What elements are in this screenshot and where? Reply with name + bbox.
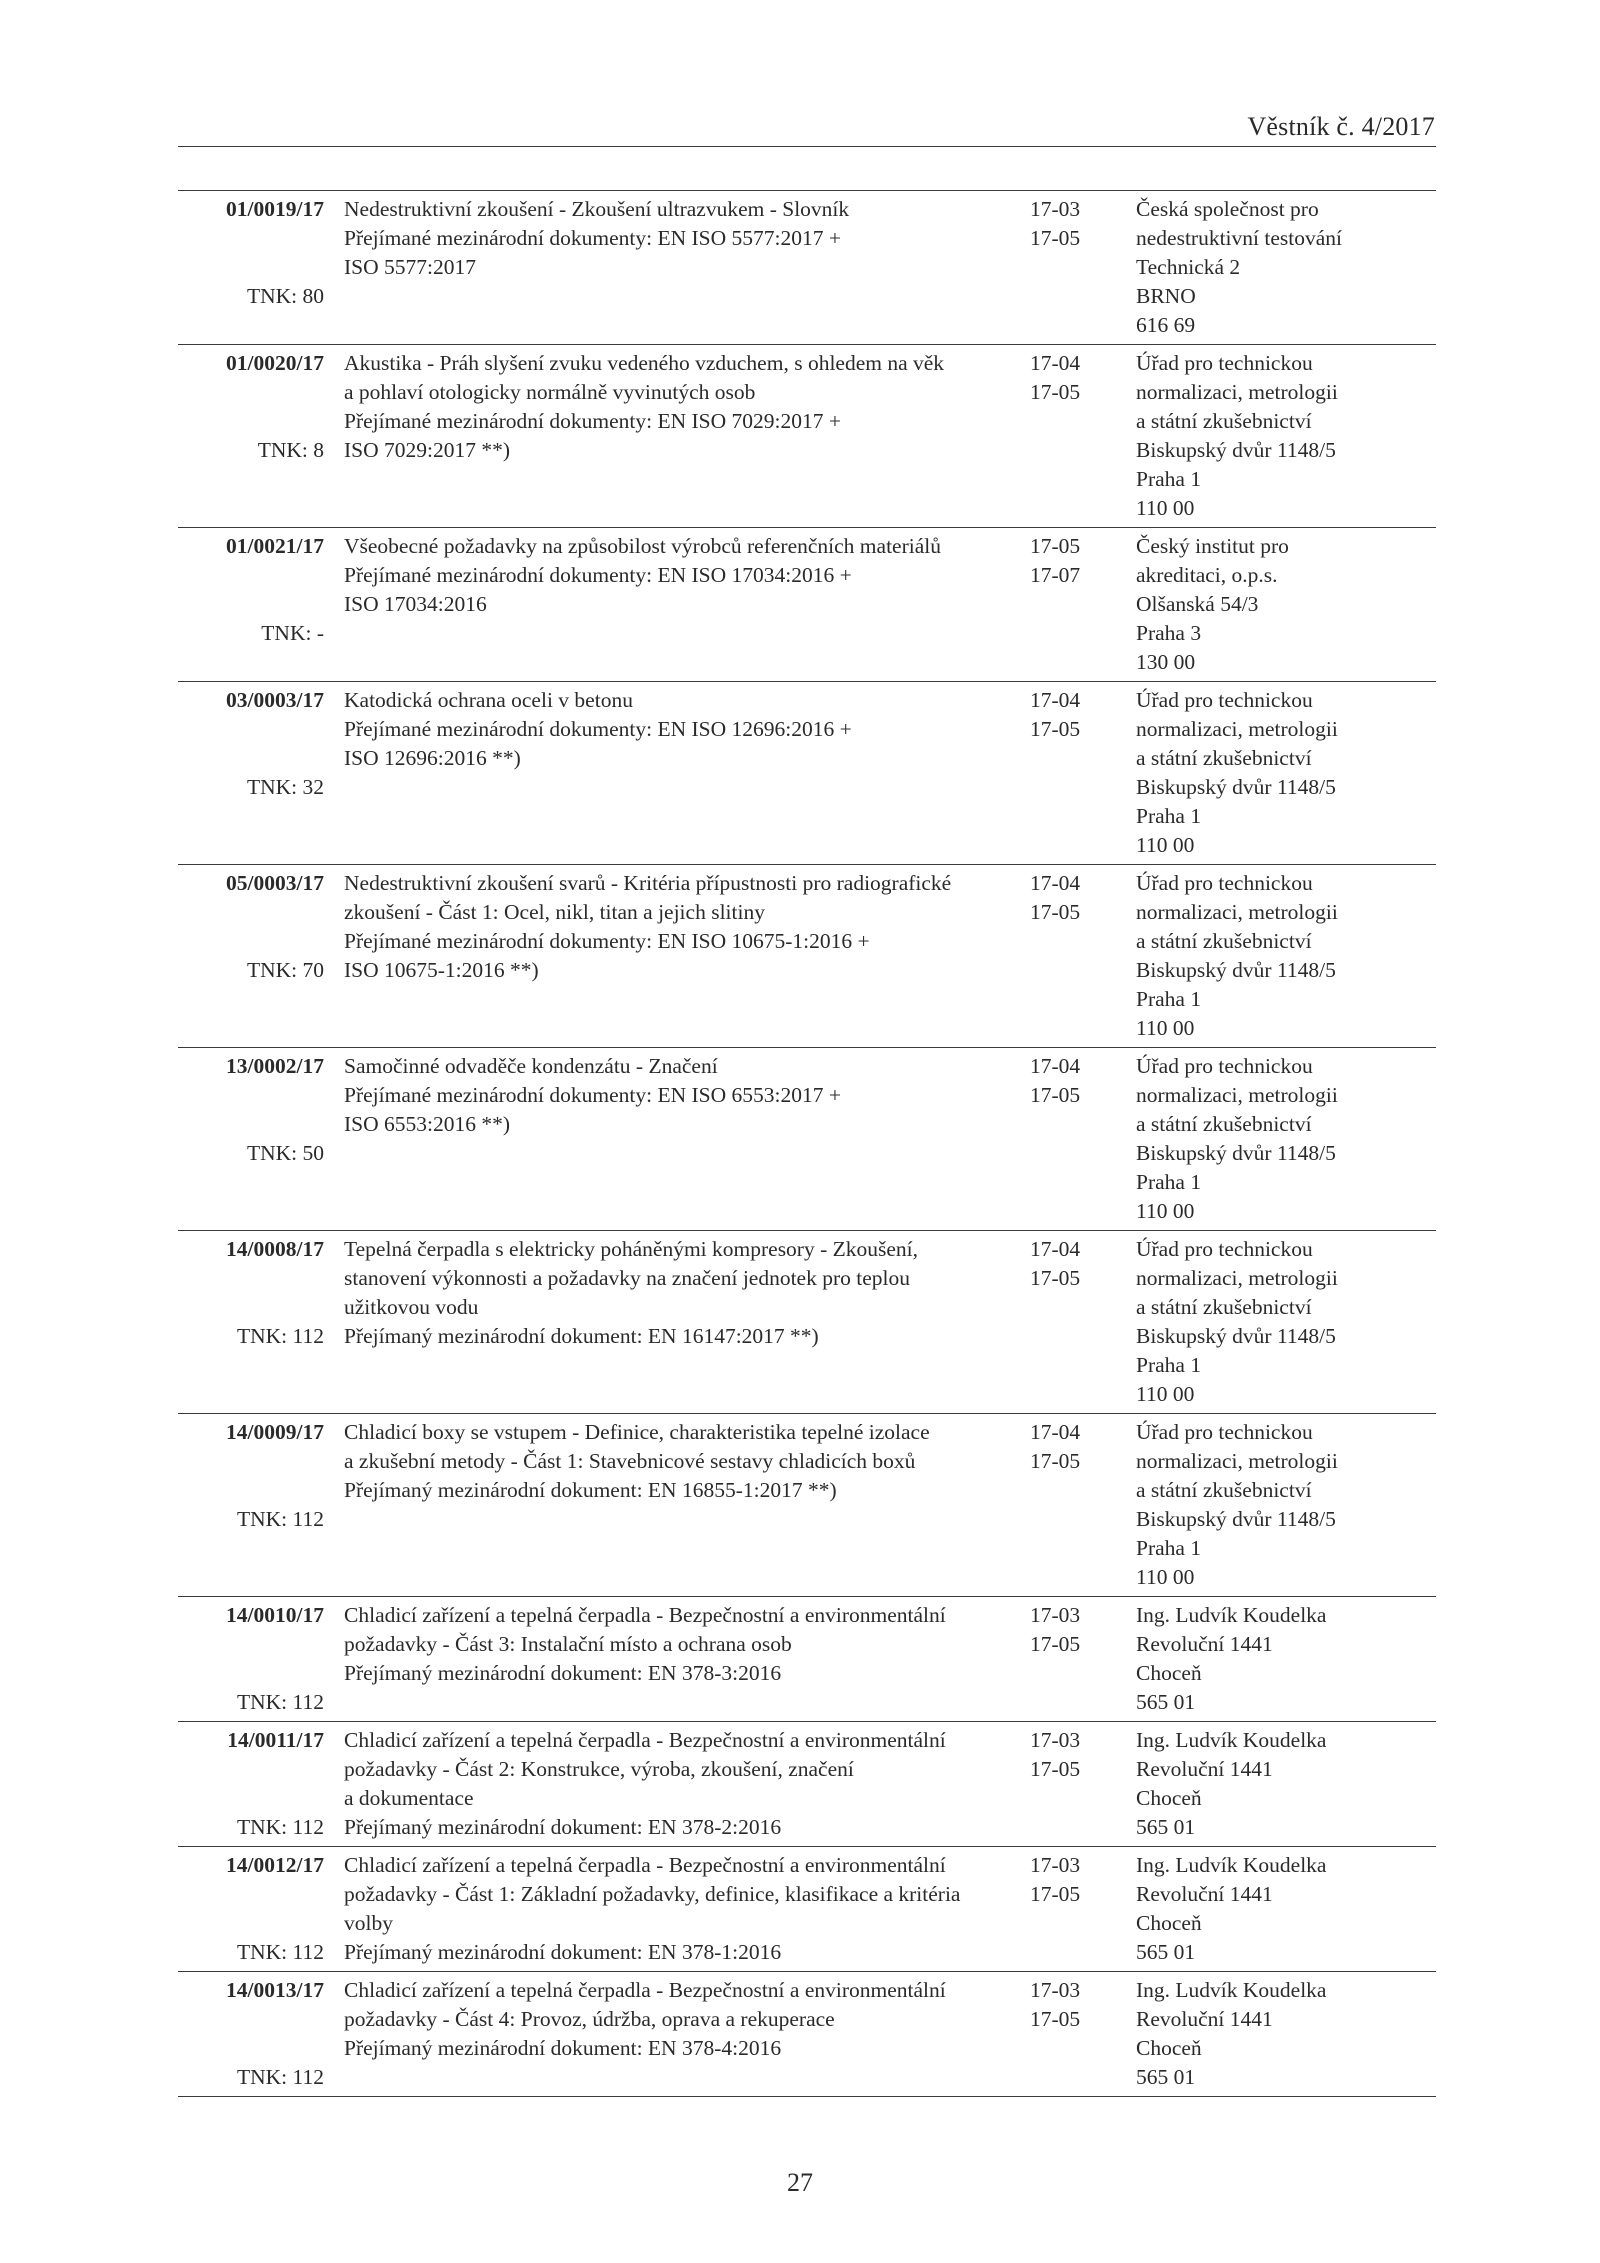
entry-date-code: 17-04	[1030, 1420, 1081, 1444]
entry-id-wrap	[178, 349, 324, 465]
entry-dates-cell	[1022, 1597, 1126, 1722]
entry-address-line: a státní zkušebnictví	[1136, 929, 1312, 953]
entry-processor-address-cell	[1126, 1597, 1436, 1722]
entry-id-wrap	[178, 1601, 324, 1717]
tnk-label: TNK: 112	[237, 2065, 324, 2089]
entry-dates-cell	[1022, 865, 1126, 1048]
entry-title-line: požadavky - Část 2: Konstrukce, výroba, zkoušení, značení	[344, 1757, 854, 1781]
entry-title-line: Akustika - Práh slyšení zvuku vedeného vzduchem, s ohledem na věk	[344, 351, 945, 375]
register-entry-row	[178, 1231, 1436, 1414]
entry-title-line: Přejímaný mezinárodní dokument: EN 378-3:2016	[344, 1661, 782, 1685]
entry-date-code: 17-05	[1030, 1632, 1081, 1656]
entry-address-line: 110 00	[1136, 1382, 1195, 1406]
entry-address-line: Úřad pro technickou	[1136, 351, 1313, 375]
entry-address-line: 565 01	[1136, 1690, 1196, 1714]
entry-dates-cell	[1022, 345, 1126, 528]
entry-address-line: Český institut pro	[1136, 534, 1289, 558]
register-entry-row	[178, 345, 1436, 528]
entry-title-line: Chladicí zařízení a tepelná čerpadla - Bezpečnostní a environmentální	[344, 1853, 946, 1877]
entry-number: 13/0002/17	[226, 1054, 324, 1078]
entry-title-line: Přejímaný mezinárodní dokument: EN 378-2:2016	[344, 1815, 782, 1839]
entry-number: 14/0009/17	[226, 1420, 324, 1444]
entry-id-wrap	[178, 869, 324, 985]
entry-id-cell	[178, 682, 324, 865]
entry-date-code: 17-03	[1030, 1603, 1081, 1627]
header-divider	[178, 146, 1436, 147]
tnk-label: TNK: 112	[237, 1690, 324, 1714]
entry-title-cell	[324, 345, 1022, 528]
entry-id-wrap	[178, 1726, 324, 1842]
entry-date-code: 17-05	[1030, 1083, 1081, 1107]
tnk-label: TNK: 8	[257, 438, 324, 462]
entry-date-code: 17-05	[1030, 1449, 1081, 1473]
entry-id-cell	[178, 1847, 324, 1972]
entry-id-cell	[178, 191, 324, 345]
entry-address-line: Praha 1	[1136, 467, 1202, 491]
entry-address-line: Úřad pro technickou	[1136, 1054, 1313, 1078]
entry-processor-address-cell	[1126, 682, 1436, 865]
entry-number: 05/0003/17	[226, 871, 324, 895]
entry-date-code: 17-04	[1030, 688, 1081, 712]
entry-address-line: 565 01	[1136, 1815, 1196, 1839]
entry-processor-address-cell	[1126, 528, 1436, 682]
entry-title-cell	[324, 528, 1022, 682]
entry-processor-address-cell	[1126, 1414, 1436, 1597]
entry-dates-cell	[1022, 1972, 1126, 2097]
entry-title-line: stanovení výkonnosti a požadavky na značení jednotek pro teplou	[344, 1266, 911, 1290]
entry-dates-cell	[1022, 1414, 1126, 1597]
register-entry-row	[178, 1597, 1436, 1722]
entry-address-line: Ing. Ludvík Koudelka	[1136, 1728, 1327, 1752]
entry-number: 14/0012/17	[226, 1853, 324, 1877]
entry-address-line: normalizaci, metrologii	[1136, 717, 1338, 741]
entry-address-line: Ing. Ludvík Koudelka	[1136, 1603, 1327, 1627]
entry-title-line: Přejímané mezinárodní dokumenty: EN ISO 6553:2017 +	[344, 1083, 841, 1107]
entry-number: 01/0019/17	[226, 197, 324, 221]
tnk-label: TNK: 50	[246, 1141, 324, 1165]
entry-address-line: 110 00	[1136, 496, 1195, 520]
register-entry-row	[178, 528, 1436, 682]
entry-id-wrap	[178, 532, 324, 648]
entry-title-cell	[324, 1048, 1022, 1231]
register-entry-row	[178, 682, 1436, 865]
entry-date-code: 17-07	[1030, 563, 1081, 587]
journal-issue-title: Věstník č. 4/2017	[1247, 112, 1435, 141]
entry-address-line: Praha 1	[1136, 1170, 1202, 1194]
entry-address-line: Biskupský dvůr 1148/5	[1136, 438, 1336, 462]
entry-number: 03/0003/17	[226, 688, 324, 712]
entry-number: 14/0010/17	[226, 1603, 324, 1627]
entry-address-line: Praha 1	[1136, 804, 1202, 828]
entry-address-line: Biskupský dvůr 1148/5	[1136, 1507, 1336, 1531]
entry-id-cell	[178, 1597, 324, 1722]
entry-address-line: Revoluční 1441	[1136, 1882, 1273, 1906]
entry-id-cell	[178, 528, 324, 682]
entry-address-line: akreditaci, o.p.s.	[1136, 563, 1278, 587]
entry-id-cell	[178, 345, 324, 528]
entry-number: 14/0011/17	[227, 1728, 324, 1752]
entry-title-line: Tepelná čerpadla s elektricky poháněnými kompresory - Zkoušení,	[344, 1237, 919, 1261]
entry-address-line: normalizaci, metrologii	[1136, 380, 1338, 404]
entry-address-line: 565 01	[1136, 2065, 1196, 2089]
entry-number: 14/0013/17	[226, 1978, 324, 2002]
entry-id-wrap	[178, 195, 324, 311]
entry-processor-address-cell	[1126, 1847, 1436, 1972]
entry-title-cell	[324, 1847, 1022, 1972]
entry-title-line: požadavky - Část 3: Instalační místo a ochrana osob	[344, 1632, 792, 1656]
entry-address-line: Úřad pro technickou	[1136, 1420, 1313, 1444]
tnk-label: TNK: 70	[246, 958, 324, 982]
entry-date-code: 17-04	[1030, 871, 1081, 895]
entry-title-line: Chladicí zařízení a tepelná čerpadla - Bezpečnostní a environmentální	[344, 1728, 946, 1752]
entry-id-cell	[178, 1414, 324, 1597]
entry-processor-address-cell	[1126, 191, 1436, 345]
entry-date-code: 17-03	[1030, 1853, 1081, 1877]
entry-title-line: zkoušení - Část 1: Ocel, nikl, titan a jejich slitiny	[344, 900, 765, 924]
entry-title-line: ISO 12696:2016 **)	[344, 746, 521, 770]
entry-address-line: Úřad pro technickou	[1136, 688, 1313, 712]
entry-address-line: Ing. Ludvík Koudelka	[1136, 1853, 1327, 1877]
entry-id-wrap	[178, 1851, 324, 1967]
tnk-label: TNK: 112	[237, 1815, 324, 1839]
entry-title-line: Přejímaný mezinárodní dokument: EN 16855-1:2017 **)	[344, 1478, 837, 1502]
entry-address-line: normalizaci, metrologii	[1136, 1083, 1338, 1107]
entry-date-code: 17-05	[1030, 1266, 1081, 1290]
entry-title-line: ISO 17034:2016	[344, 592, 487, 616]
entry-title-line: Katodická ochrana oceli v betonu	[344, 688, 633, 712]
entry-title-line: Chladicí boxy se vstupem - Definice, charakteristika tepelné izolace	[344, 1420, 930, 1444]
entry-id-cell	[178, 1048, 324, 1231]
entry-id-wrap	[178, 1418, 324, 1534]
register-entry-row	[178, 1847, 1436, 1972]
entry-address-line: Ing. Ludvík Koudelka	[1136, 1978, 1327, 2002]
tnk-label: TNK: -	[261, 621, 324, 645]
entry-address-line: 110 00	[1136, 1565, 1195, 1589]
entry-title-line: Nedestruktivní zkoušení svarů - Kritéria přípustnosti pro radiografické	[344, 871, 952, 895]
entry-title-line: Samočinné odvaděče kondenzátu - Značení	[344, 1054, 718, 1078]
entry-address-line: Biskupský dvůr 1148/5	[1136, 775, 1336, 799]
tnk-label: TNK: 32	[246, 775, 324, 799]
entry-title-line: Přejímané mezinárodní dokumenty: EN ISO 5577:2017 +	[344, 226, 841, 250]
entry-date-code: 17-05	[1030, 900, 1081, 924]
entry-title-cell	[324, 1972, 1022, 2097]
entry-title-line: ISO 5577:2017	[344, 255, 476, 279]
entry-address-line: 130 00	[1136, 650, 1196, 674]
entry-title-cell	[324, 1722, 1022, 1847]
entry-title-line: Přejímané mezinárodní dokumenty: EN ISO 10675-1:2016 +	[344, 929, 870, 953]
entry-dates-cell	[1022, 1048, 1126, 1231]
entry-title-cell	[324, 1414, 1022, 1597]
entry-dates-cell	[1022, 1847, 1126, 1972]
entry-number: 14/0008/17	[226, 1237, 324, 1261]
entry-title-line: a dokumentace	[344, 1786, 474, 1810]
entry-address-line: Choceň	[1136, 1911, 1202, 1935]
entry-id-wrap	[178, 1052, 324, 1168]
entry-address-line: 110 00	[1136, 1199, 1195, 1223]
entry-address-line: a státní zkušebnictví	[1136, 409, 1312, 433]
entry-id-wrap	[178, 686, 324, 802]
entry-title-cell	[324, 1597, 1022, 1722]
entry-id-wrap	[178, 1235, 324, 1351]
tnk-label: TNK: 80	[246, 284, 324, 308]
entry-address-line: normalizaci, metrologii	[1136, 900, 1338, 924]
entry-number: 01/0020/17	[226, 351, 324, 375]
entry-address-line: Praha 1	[1136, 1353, 1202, 1377]
entry-title-line: Přejímané mezinárodní dokumenty: EN ISO 17034:2016 +	[344, 563, 852, 587]
entry-address-line: Biskupský dvůr 1148/5	[1136, 1141, 1336, 1165]
entry-date-code: 17-05	[1030, 534, 1081, 558]
register-entry-row	[178, 1048, 1436, 1231]
register-entry-row	[178, 1414, 1436, 1597]
entry-title-line: ISO 7029:2017 **)	[344, 438, 511, 462]
entry-title-cell	[324, 865, 1022, 1048]
entry-id-cell	[178, 1231, 324, 1414]
entry-processor-address-cell	[1126, 865, 1436, 1048]
entry-title-line: požadavky - Část 1: Základní požadavky, definice, klasifikace a kritéria	[344, 1882, 961, 1906]
entry-dates-cell	[1022, 1231, 1126, 1414]
entry-address-line: Revoluční 1441	[1136, 1632, 1273, 1656]
tnk-label: TNK: 112	[237, 1324, 324, 1348]
entry-address-line: Choceň	[1136, 2036, 1202, 2060]
entry-processor-address-cell	[1126, 1972, 1436, 2097]
entry-dates-cell	[1022, 191, 1126, 345]
entry-title-line: ISO 10675-1:2016 **)	[344, 958, 539, 982]
entry-dates-cell	[1022, 682, 1126, 865]
entry-date-code: 17-05	[1030, 226, 1081, 250]
entry-date-code: 17-03	[1030, 1728, 1081, 1752]
entry-title-line: Chladicí zařízení a tepelná čerpadla - Bezpečnostní a environmentální	[344, 1603, 946, 1627]
tnk-label: TNK: 112	[237, 1507, 324, 1531]
entry-title-line: užitkovou vodu	[344, 1295, 479, 1319]
entry-address-line: Úřad pro technickou	[1136, 1237, 1313, 1261]
entry-date-code: 17-05	[1030, 1757, 1081, 1781]
entry-address-line: Česká společnost pro	[1136, 197, 1319, 221]
entry-address-line: 565 01	[1136, 1940, 1196, 1964]
register-entry-row	[178, 865, 1436, 1048]
entry-address-line: Choceň	[1136, 1661, 1202, 1685]
entry-processor-address-cell	[1126, 345, 1436, 528]
entry-address-line: Technická 2	[1136, 255, 1241, 279]
entry-title-line: Přejímané mezinárodní dokumenty: EN ISO 12696:2016 +	[344, 717, 852, 741]
entry-processor-address-cell	[1126, 1231, 1436, 1414]
entry-title-cell	[324, 1231, 1022, 1414]
entry-address-line: Revoluční 1441	[1136, 2007, 1273, 2031]
register-body	[178, 191, 1436, 2097]
entry-date-code: 17-04	[1030, 1237, 1081, 1261]
entry-title-line: Přejímaný mezinárodní dokument: EN 16147:2017 **)	[344, 1324, 819, 1348]
page-number: 27	[787, 2168, 813, 2197]
entry-address-line: Biskupský dvůr 1148/5	[1136, 1324, 1336, 1348]
register-entry-row	[178, 191, 1436, 345]
entry-date-code: 17-03	[1030, 197, 1081, 221]
entry-address-line: Praha 1	[1136, 987, 1202, 1011]
entry-title-line: a zkušební metody - Část 1: Stavebnicové sestavy chladicích boxů	[344, 1449, 916, 1473]
entry-address-line: Revoluční 1441	[1136, 1757, 1273, 1781]
entry-id-cell	[178, 865, 324, 1048]
entry-processor-address-cell	[1126, 1722, 1436, 1847]
entry-address-line: normalizaci, metrologii	[1136, 1266, 1338, 1290]
register-entry-row	[178, 1722, 1436, 1847]
entry-date-code: 17-05	[1030, 380, 1081, 404]
entry-title-line: Nedestruktivní zkoušení - Zkoušení ultrazvukem - Slovník	[344, 197, 850, 221]
entry-title-cell	[324, 682, 1022, 865]
entry-date-code: 17-04	[1030, 351, 1081, 375]
entry-dates-cell	[1022, 528, 1126, 682]
tnk-label: TNK: 112	[237, 1940, 324, 1964]
entry-address-line: a státní zkušebnictví	[1136, 1295, 1312, 1319]
entry-address-line: 110 00	[1136, 833, 1195, 857]
entry-id-cell	[178, 1972, 324, 2097]
entry-address-line: normalizaci, metrologii	[1136, 1449, 1338, 1473]
entry-title-line: Všeobecné požadavky na způsobilost výrobců referenčních materiálů	[344, 534, 941, 558]
entry-title-line: Přejímaný mezinárodní dokument: EN 378-4:2016	[344, 2036, 782, 2060]
entry-address-line: BRNO	[1136, 284, 1196, 308]
entry-address-line: a státní zkušebnictví	[1136, 1112, 1312, 1136]
entry-id-wrap	[178, 1976, 324, 2092]
entry-address-line: Choceň	[1136, 1786, 1202, 1810]
entry-title-line: a pohlaví otologicky normálně vyvinutých osob	[344, 380, 756, 404]
entry-address-line: 110 00	[1136, 1016, 1195, 1040]
entry-address-line: a státní zkušebnictví	[1136, 1478, 1312, 1502]
entry-address-line: Úřad pro technickou	[1136, 871, 1313, 895]
entry-address-line: nedestruktivní testování	[1136, 226, 1343, 250]
entry-processor-address-cell	[1126, 1048, 1436, 1231]
entry-address-line: a státní zkušebnictví	[1136, 746, 1312, 770]
entry-title-line: Přejímaný mezinárodní dokument: EN 378-1:2016	[344, 1940, 782, 1964]
entry-title-line: ISO 6553:2016 **)	[344, 1112, 511, 1136]
entry-date-code: 17-05	[1030, 717, 1081, 741]
entry-title-line: volby	[344, 1911, 393, 1935]
entry-date-code: 17-03	[1030, 1978, 1081, 2002]
entry-number: 01/0021/17	[226, 534, 324, 558]
entry-title-line: Přejímané mezinárodní dokumenty: EN ISO 7029:2017 +	[344, 409, 841, 433]
entry-address-line: Praha 1	[1136, 1536, 1202, 1560]
entry-date-code: 17-04	[1030, 1054, 1081, 1078]
entry-address-line: Praha 3	[1136, 621, 1202, 645]
entry-address-line: 616 69	[1136, 313, 1196, 337]
entry-title-line: požadavky - Část 4: Provoz, údržba, oprava a rekuperace	[344, 2007, 835, 2031]
entry-date-code: 17-05	[1030, 1882, 1081, 1906]
entry-dates-cell	[1022, 1722, 1126, 1847]
entry-title-line: Chladicí zařízení a tepelná čerpadla - Bezpečnostní a environmentální	[344, 1978, 946, 2002]
entry-id-cell	[178, 1722, 324, 1847]
entry-address-line: Olšanská 54/3	[1136, 592, 1259, 616]
standards-register-table	[178, 190, 1436, 2097]
entry-title-cell	[324, 191, 1022, 345]
register-entry-row	[178, 1972, 1436, 2097]
entry-date-code: 17-05	[1030, 2007, 1081, 2031]
entry-address-line: Biskupský dvůr 1148/5	[1136, 958, 1336, 982]
